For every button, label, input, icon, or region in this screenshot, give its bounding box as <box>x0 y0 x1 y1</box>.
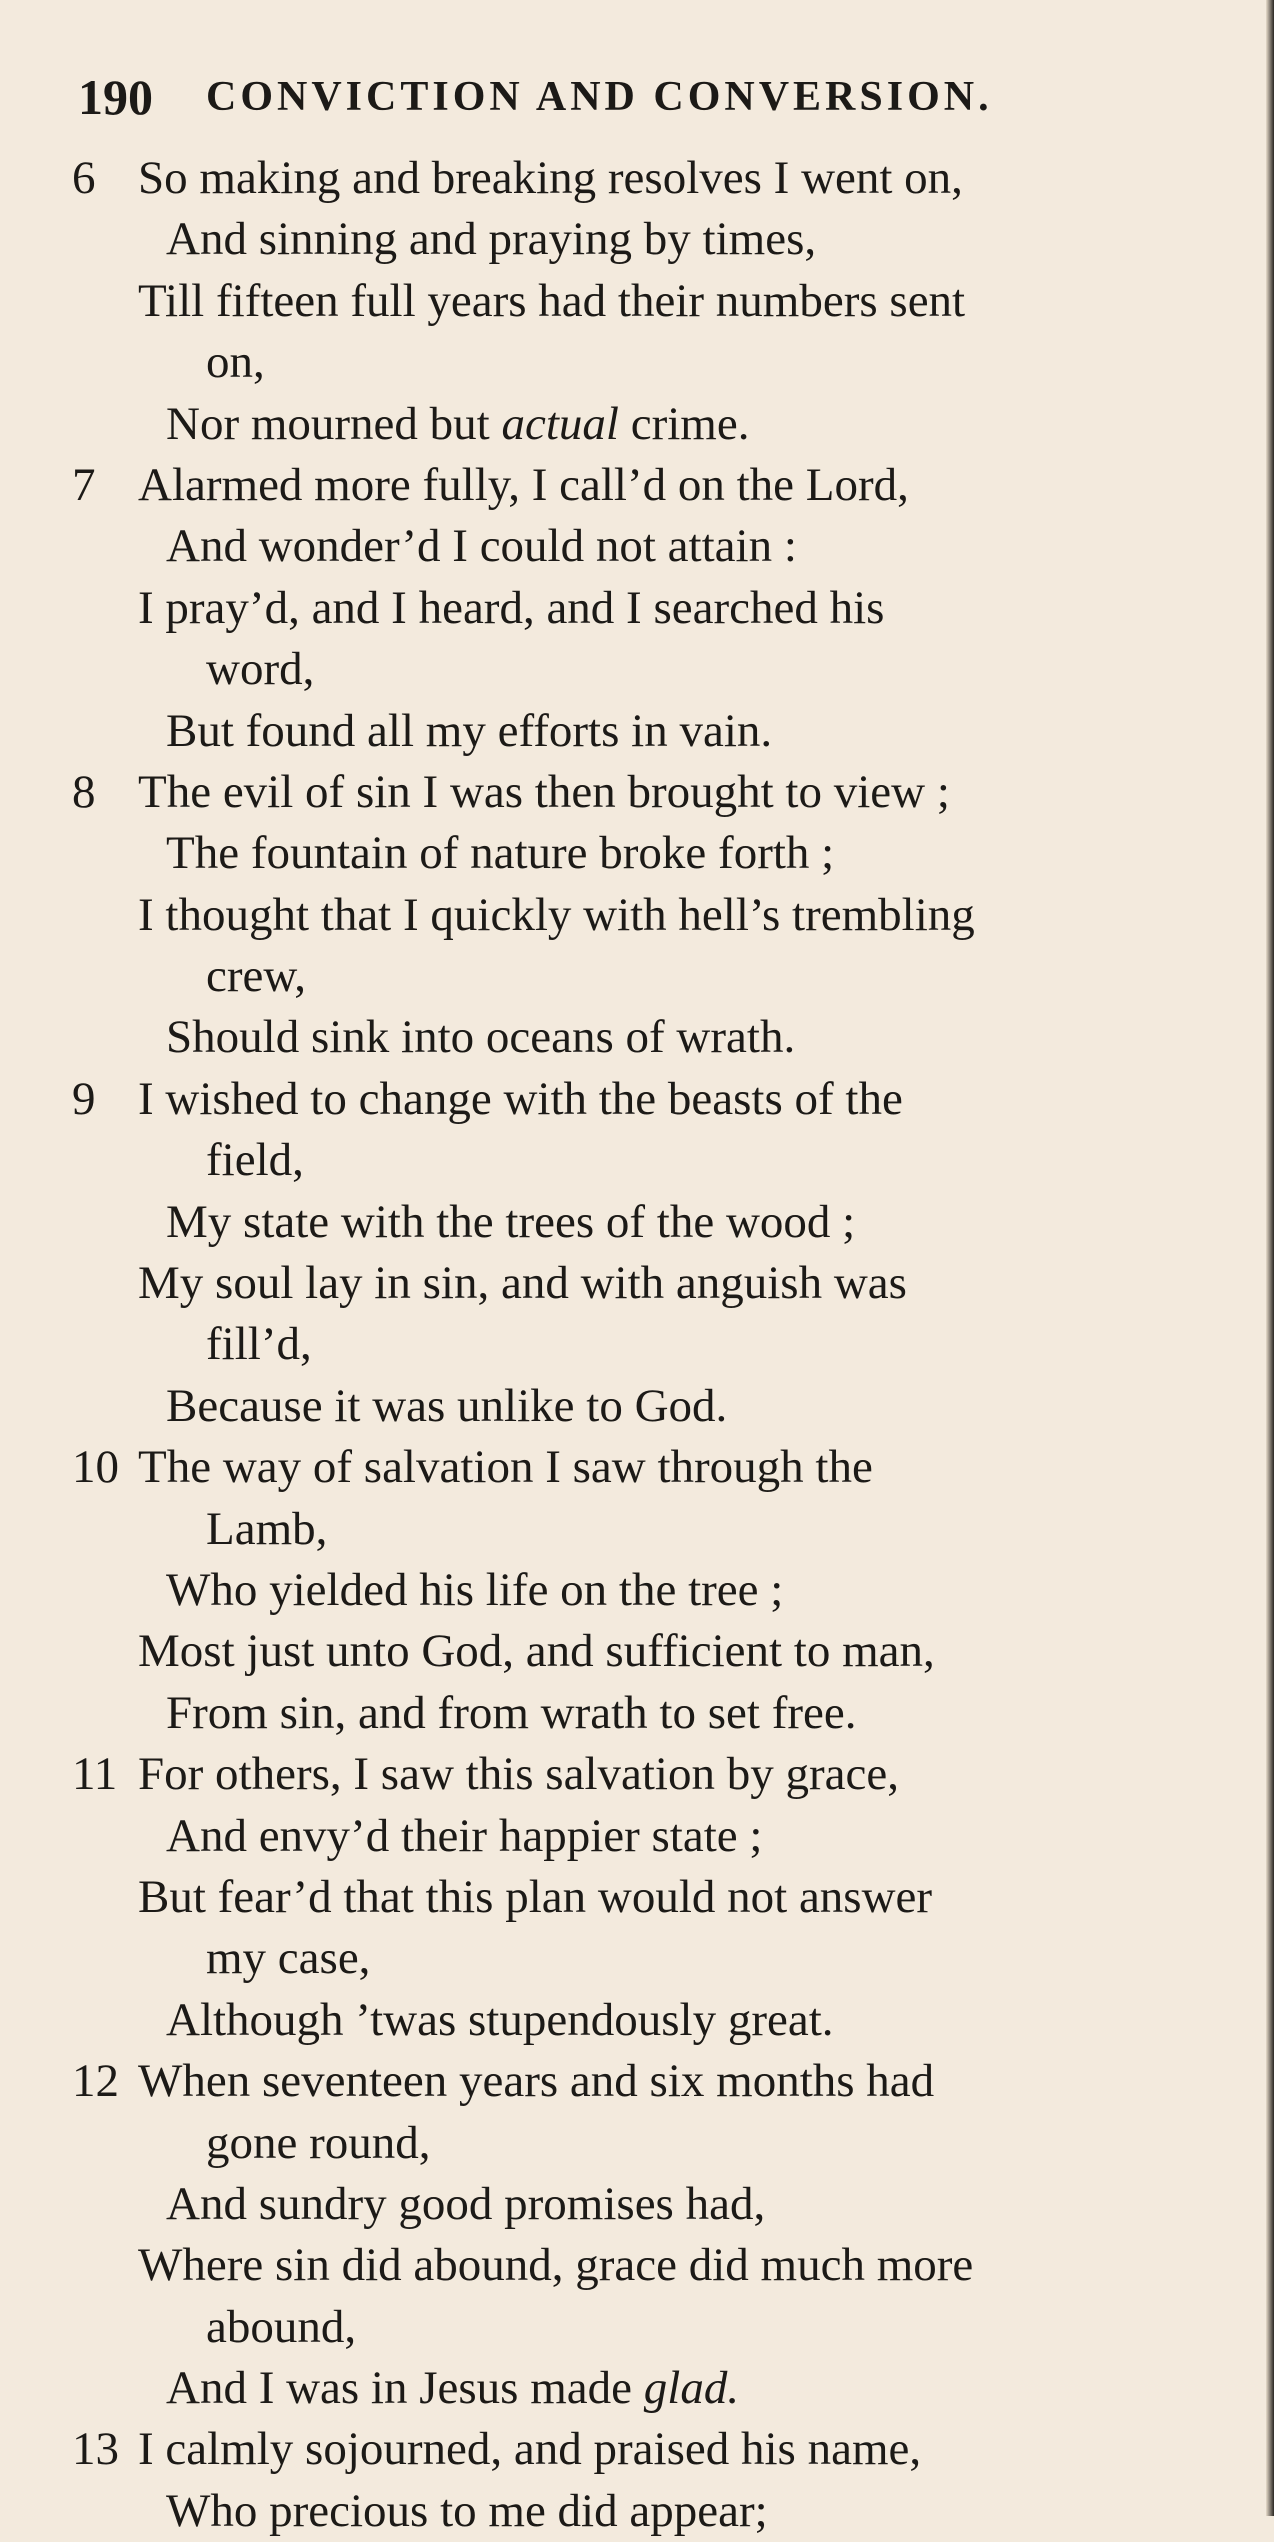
verse-line <box>72 1069 1242 1130</box>
verse-line <box>72 639 1242 700</box>
verse-line <box>72 1192 1242 1253</box>
verse-line <box>72 1499 1242 1560</box>
verse-text: From sin, and from wrath to set free. <box>166 1686 857 1739</box>
page-edge <box>1266 0 1274 2516</box>
verse-text: I wished to change with the beasts of the <box>138 1072 903 1125</box>
verse-line <box>72 701 1242 762</box>
verse-line <box>72 1437 1242 1498</box>
verse-text: Lamb, <box>206 1502 328 1555</box>
verse-line <box>72 2174 1242 2235</box>
stanza-number: 8 <box>72 765 96 818</box>
verse-text: My state with the trees of the wood ; <box>166 1195 856 1248</box>
page-header <box>78 62 1228 132</box>
hymn-text <box>72 148 1242 2542</box>
verse-text: on, <box>206 336 265 389</box>
verse-line <box>72 1314 1242 1375</box>
verse-text: crew, <box>206 950 307 1003</box>
verse-text: And sundry good promises had, <box>166 2177 766 2230</box>
verse-text: Who yielded his life on the tree ; <box>166 1563 784 1616</box>
verse-text: Till fifteen full years had their numbers sent <box>138 274 966 327</box>
verse-text: Who precious to me did appear; <box>166 2484 768 2537</box>
verse-line <box>72 1683 1242 1744</box>
stanza <box>72 1437 1242 1744</box>
verse-emphasis: actual <box>501 397 619 450</box>
verse-line <box>72 2297 1242 2358</box>
stanza <box>72 148 1242 455</box>
verse-line <box>72 2481 1242 2542</box>
verse-text: And I was in Jesus made <box>166 2362 644 2415</box>
verse-text: crime. <box>618 397 750 450</box>
verse-line <box>72 885 1242 946</box>
stanza <box>72 455 1242 762</box>
verse-line <box>72 1007 1242 1068</box>
verse-line <box>72 516 1242 577</box>
stanza-number: 11 <box>72 1748 118 1801</box>
page-number: 190 <box>78 69 153 125</box>
verse-text: I pray’d, and I heard, and I searched his <box>138 581 885 634</box>
stanza <box>72 762 1242 1069</box>
verse-line <box>72 332 1242 393</box>
verse-text: abound, <box>206 2300 357 2353</box>
verse-line <box>72 2358 1242 2419</box>
verse-line <box>72 209 1242 270</box>
running-title: CONVICTION AND CONVERSION. <box>206 74 993 120</box>
verse-text: fill’d, <box>206 1318 312 1371</box>
stanza-number: 6 <box>72 152 96 204</box>
stanza-number: 9 <box>72 1072 96 1125</box>
verse-text: gone round, <box>206 2116 431 2169</box>
verse-emphasis: glad. <box>643 2362 740 2415</box>
stanza-number: 7 <box>72 458 96 511</box>
verse-text: The fountain of nature broke forth ; <box>166 827 835 880</box>
verse-line <box>72 455 1242 516</box>
verse-line <box>72 1130 1242 1191</box>
stanza-number: 13 <box>72 2423 119 2476</box>
verse-line <box>72 762 1242 823</box>
verse-text: The way of salvation I saw through the <box>138 1441 873 1494</box>
verse-text: field, <box>206 1134 304 1187</box>
verse-text: So making and breaking resolves I went on, <box>138 152 963 204</box>
verse-line <box>72 148 1242 209</box>
verse-text: Although ’twas stupendously great. <box>166 1993 834 2046</box>
verse-text: When seventeen years and six months had <box>138 2055 935 2108</box>
verse-line <box>72 2051 1242 2112</box>
verse-line <box>72 823 1242 884</box>
stanza <box>72 1744 1242 2051</box>
verse-line <box>72 1806 1242 1867</box>
verse-text: I thought that I quickly with hell’s trembling <box>138 888 975 941</box>
verse-text: word, <box>206 643 315 696</box>
verse-line <box>72 1253 1242 1314</box>
stanza <box>72 1069 1242 1437</box>
verse-line <box>72 1560 1242 1621</box>
verse-line <box>72 946 1242 1007</box>
verse-text: Should sink into oceans of wrath. <box>166 1011 796 1064</box>
verse-line <box>72 2113 1242 2174</box>
verse-line <box>72 2419 1242 2480</box>
verse-line <box>72 1376 1242 1437</box>
verse-line <box>72 1744 1242 1805</box>
verse-text: Where sin did abound, grace did much more <box>138 2239 974 2292</box>
verse-text: Most just unto God, and sufficient to man, <box>138 1625 935 1678</box>
verse-text: For others, I saw this salvation by grace, <box>138 1748 899 1801</box>
verse-text: Alarmed more fully, I call’d on the Lord, <box>138 458 909 511</box>
verse-line <box>72 1867 1242 1928</box>
verse-text: But fear’d that this plan would not answer <box>138 1870 933 1923</box>
verse-text: I calmly sojourned, and praised his name, <box>138 2423 922 2476</box>
stanza <box>72 2051 1242 2419</box>
stanza <box>72 2419 1242 2542</box>
stanza-number: 10 <box>72 1441 119 1494</box>
verse-line <box>72 1928 1242 1989</box>
verse-text: Nor mourned but <box>166 397 502 450</box>
verse-line <box>72 1990 1242 2051</box>
verse-text: My soul lay in sin, and with anguish was <box>138 1257 907 1310</box>
verse-text: my case, <box>206 1932 371 1985</box>
verse-line <box>72 1621 1242 1682</box>
verse-line <box>72 394 1242 455</box>
verse-text: Because it was unlike to God. <box>166 1379 728 1432</box>
verse-text: And wonder’d I could not attain : <box>166 520 797 573</box>
verse-line <box>72 2235 1242 2296</box>
verse-text: But found all my efforts in vain. <box>166 704 773 757</box>
verse-text: The evil of sin I was then brought to view ; <box>138 765 950 818</box>
verse-line <box>72 578 1242 639</box>
stanza-number: 12 <box>72 2055 119 2108</box>
verse-line <box>72 271 1242 332</box>
verse-text: And sinning and praying by times, <box>166 213 817 266</box>
verse-text: And envy’d their happier state ; <box>166 1809 763 1862</box>
